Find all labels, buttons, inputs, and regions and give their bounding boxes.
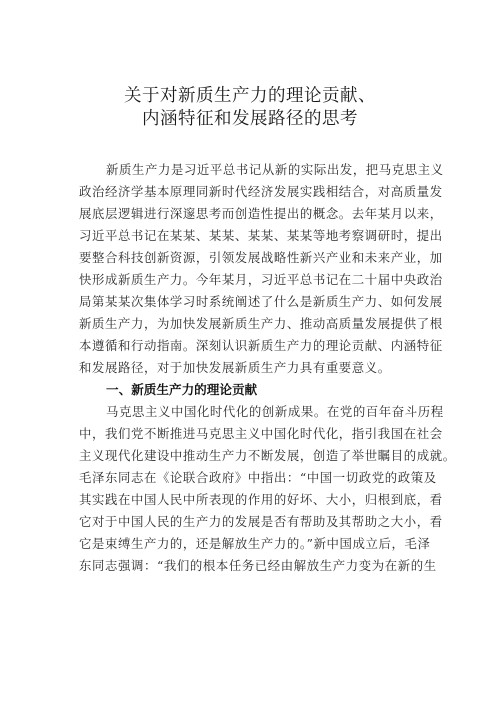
document-title-line-1: 关于对新质生产力的理论贡献、 [124, 86, 376, 106]
intro-paragraph-line: 新质生产力是习近平总书记从新的实际出发，把马克思主义 [106, 162, 444, 177]
intro-paragraph-line: 快形成新质生产力。今年某月，习近平总书记在二十届中央政治 [79, 272, 443, 287]
document-title-line-2: 内涵特征和发展路径的思考 [142, 109, 358, 129]
section-paragraph-line: 其实践在中国人民中所表现的作用的好坏、大小，归根到底，看 [79, 492, 443, 507]
section-paragraph-line: 马克思主义中国化时代化的创新成果。在党的百年奋斗历程 [106, 404, 444, 419]
section-paragraph-line: 东同志强调：“我们的根本任务已经由解放生产力变为在新的生 [79, 558, 437, 573]
intro-paragraph-line: 展底层逻辑进行深邃思考而创造性提出的概念。去年某月以来， [79, 206, 443, 221]
intro-paragraph-line: 局第某某次集体学习时系统阐述了什么是新质生产力、如何发展 [79, 294, 443, 309]
intro-paragraph-line: 本遵循和行动指南。深刻认识新质生产力的理论贡献、内涵特征 [79, 338, 443, 353]
intro-paragraph-line: 和发展路径，对于加快发展新质生产力具有重要意义。 [79, 360, 391, 375]
section-paragraph-line: 它对于中国人民的生产力的发展是否有帮助及其帮助之大小，看 [79, 514, 443, 529]
section-heading: 一、新质生产力的理论贡献 [106, 382, 258, 397]
section-paragraph-line: 中，我们党不断推进马克思主义中国化时代化，指引我国在社会 [79, 426, 443, 441]
intro-paragraph-line: 要整合科技创新资源，引领发展战略性新兴产业和未来产业，加 [79, 250, 443, 265]
intro-paragraph-line: 新质生产力，为加快发展新质生产力、推动高质量发展提供了根 [79, 316, 443, 331]
section-paragraph-line: 毛泽东同志在《论联合政府》中指出：“中国一切政党的政策及 [79, 470, 437, 485]
intro-paragraph-line: 习近平总书记在某某、某某、某某、某某等地考察调研时，提出 [79, 228, 443, 243]
intro-paragraph-line: 政治经济学基本原理同新时代经济发展实践相结合，对高质量发 [79, 184, 443, 199]
section-paragraph-line: 它是束缚生产力的，还是解放生产力的。”新中国成立后，毛泽 [79, 536, 431, 551]
section-paragraph-line: 主义现代化建设中推动生产力不断发展，创造了举世瞩目的成就。 [79, 448, 456, 463]
